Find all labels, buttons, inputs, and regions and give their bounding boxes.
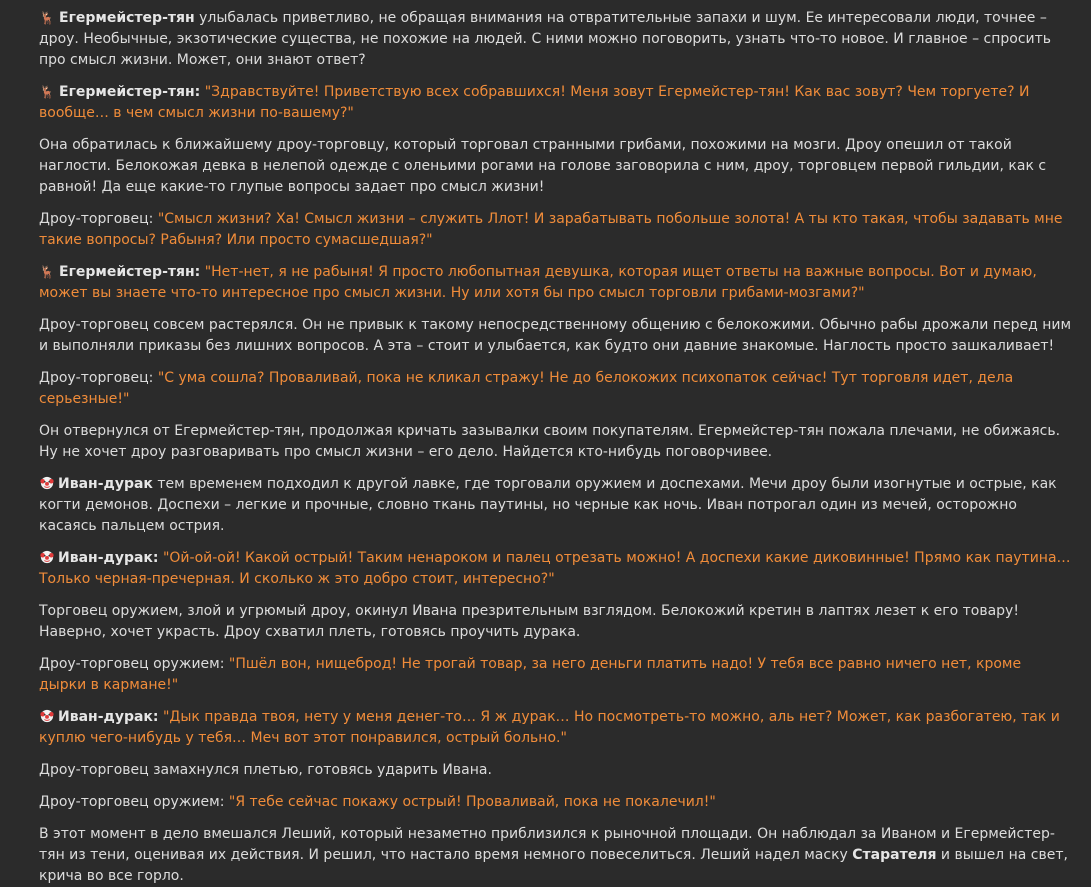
dialogue-quote: "Нет-нет, я не рабыня! Я просто любопытная девушка, которая ищет ответы на важные вопросы. Вот и думаю, может вы знаете что-то интересное про смысл жизни. Ну или хотя бы про смысл торговли грибами-мозгами?" [39,264,1037,301]
paragraph-dialogue [39,82,1071,124]
clown-face-icon [40,476,54,490]
paragraph-plain [39,315,1071,357]
clown-face-icon [40,550,54,564]
emphasis-text: Старателя [852,847,937,863]
dialogue-quote: "Смысл жизни? Ха! Смысл жизни – служить Ллот! И зарабатывать побольше золота! А ты кто такая, чтобы задавать мне такие вопросы? Рабыня? Или просто сумасшедшая?" [39,211,1063,248]
paragraph-plain [39,421,1071,463]
paragraph-dialogue [39,368,1071,410]
speaker-name: Дроу-торговец: [39,211,154,227]
paragraph-narration [39,8,1071,71]
deer-icon [39,262,55,283]
clown-face-icon [40,709,54,723]
deer-icon [39,8,55,29]
narration-text: Дроу-торговец совсем растерялся. Он не привык к такому непосредственному общению с белокожими. Обычно рабы дрожали перед ним и выполняли приказы без лишних вопросов. А эта – стоит и улыбается, как будто они давние знакомые. Наглость просто зашкаливает! [39,317,1072,354]
paragraph-dialogue [39,209,1071,251]
speaker-name: Дроу-торговец оружием: [39,794,225,810]
dialogue-quote: "Пшёл вон, нищеброд! Не трогай товар, за него деньги платить надо! У тебя все равно ничего нет, кроме дырки в кармане!" [39,656,1022,693]
narration-text: Он отвернулся от Егермейстер-тян, продолжая кричать зазывалки своим покупателям. Егермейстер-тян пожала плечами, не обижаясь. Ну не хочет дроу разговаривать про смысл жизни – его дело. Найдется кто-нибудь поговорчивее. [39,423,1061,460]
speaker-name: Иван-дурак [58,476,153,492]
dialogue-quote: "Дык правда твоя, нету у меня денег-то… Я ж дурак… Но посмотреть-то можно, аль нет? Может, как разбогатею, так и куплю чего-нибудь у тебя… Меч вот этот понравился, острый больно." [39,709,1060,746]
paragraph-dialogue [39,548,1071,590]
paragraph-mixed [39,824,1071,887]
narration-text: и вышел на свет, крича во все горло. [39,847,1068,884]
speaker-name: Иван-дурак: [58,709,159,725]
narration-text: тем временем подходил к другой лавке, где торговали оружием и доспехами. Мечи дроу были изогнутые и острые, как когти демонов. Доспехи – легкие и прочные, словно ткань паутины, но черные как ночь. Иван потрогал один из мечей, осторожно касаясь пальцем острия. [39,476,1057,534]
dialogue-quote: "С ума сошла? Проваливай, пока не кликал стражу! Не до белокожих психопаток сейчас! Тут торговля идет, дела серьезные!" [39,370,1014,407]
narration-text: Она обратилась к ближайшему дроу-торговцу, который торговал странными грибами, похожими на мозги. Дроу опешил от такой наглости. Белокожая девка в нелепой одежде с оленьими рогами на голове заговорила с ним, дроу, торговцем первой гильдии, как с равной! Да еще какие-то глупые вопросы задает про смысл жизни! [39,137,1047,195]
speaker-name: Егермейстер-тян: [59,84,201,100]
speaker-name: Егермейстер-тян: [59,264,201,280]
paragraph-dialogue [39,654,1071,696]
paragraph-dialogue [39,707,1071,749]
speaker-name: Егермейстер-тян [59,10,195,26]
speaker-name: Дроу-торговец: [39,370,154,386]
paragraph-dialogue [39,792,1071,813]
speaker-name: Иван-дурак: [58,550,159,566]
paragraph-narration [39,474,1071,537]
narration-text: улыбалась приветливо, не обращая внимания на отвратительные запахи и шум. Ее интересовали люди, точнее – дроу. Необычные, экзотические существа, не похожие на людей. С ними можно поговорить, узнать что-то новое. И главное – спросить про смысл жизни. Может, они знают ответ? [39,10,1052,68]
narration-text: В этот момент в дело вмешался Леший, который незаметно приблизился к рыночной площади. Он наблюдал за Иваном и Егермейстер-тян из тени, оценивая их действия. И решил, что настало время немного повеселиться. Леший надел маску [39,826,1055,863]
narration-text: Дроу-торговец замахнулся плетью, готовясь ударить Ивана. [39,762,492,778]
deer-icon [39,82,55,103]
paragraph-plain [39,760,1071,781]
narration-text: Торговец оружием, злой и угрюмый дроу, окинул Ивана презрительным взглядом. Белокожий кретин в лаптях лезет к его товару! Наверно, хочет украсть. Дроу схватил плеть, готовясь проучить дурака. [39,603,1019,640]
dialogue-quote: "Я тебе сейчас покажу острый! Проваливай, пока не покалечил!" [228,794,716,810]
dialogue-quote: "Ой-ой-ой! Какой острый! Таким ненароком и палец отрезать можно! А доспехи какие диковинные! Прямо как паутина… Только черная-пречерная. И сколько ж это добро стоит, интересно?" [39,550,1071,587]
paragraph-dialogue [39,262,1071,304]
paragraph-plain [39,135,1071,198]
speaker-name: Дроу-торговец оружием: [39,656,225,672]
paragraph-plain [39,601,1071,643]
dialogue-quote: "Здравствуйте! Приветствую всех собравшихся! Меня зовут Егермейстер-тян! Как вас зовут? Чем торгуете? И вообще… в чем смысл жизни по-вашему?" [39,84,1030,121]
